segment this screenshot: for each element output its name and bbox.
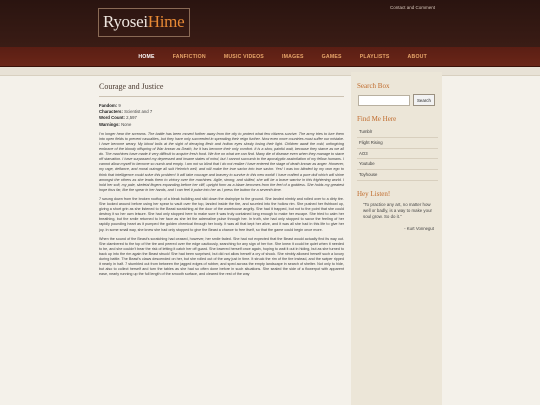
meta-warnings — [99, 122, 344, 128]
main-content — [99, 82, 344, 281]
nav-items — [129, 47, 436, 66]
site-logo[interactable] — [98, 8, 190, 37]
story-paragraph: I’m longer hear the screams. The battle has been moved further away from the city to protect what few citizens survive. The army tries to lure them into open fields to prevent casualties, but they have only succeeded in spreading their reign further. Now even more countries must suffer our mistake. I have become weary. My blood boils at the sight of decaying flesh and hollow eyes slowly losing their light. Children await the cold, unforgiving embrace of the bloody offspring of War known as Death, for it has become their only comfort. It is a slow, painful wait, because they starve as we all do. The machines have made it very difficult to acquire fresh food. We live on what we can find. Many die of disease even when they manage to stave off starvation. I have surpassed my depressed and insane states of mind, but I cannot succumb to the apocalyptic assimilation of my fellow humans. I cannot allow myself to become so numb and empty. I am not so blind that I do not realize I have entered the stage of death known as anger. However, my rage, defiance, and moral outrage all suit Heinrich well, and will make the true savior into true savior. Yes! I was too blinded by my own ego to think that intelligence could solve this problem! It will take courage and bravery to survive in this new world! I have crafted a pure doll which will shine amongst the others as she leads them to victory over the machines. Agile, strong, and skilled, she will be a brave warrior in this frightening world. I hold her soft, my pale, skeletal fingers expanding before her cliff, upright form as a blaze becomes from the feel of a goddess. She holds my greatest hope thus far, like the spear in her hands, and I can feel it pulse into her as I press the button for a seventh time. — [99, 131, 344, 192]
search-input[interactable] — [358, 95, 410, 106]
quote-author: - Kurt Vonnegut — [404, 225, 434, 231]
logo-text-hime: Hime — [147, 12, 185, 31]
nav-playlists[interactable]: PLAYLISTS — [359, 53, 390, 60]
nav-home[interactable]: HOME — [138, 53, 155, 60]
quote-text: “To practice any art, no matter how well or badly, is a way to make your soul grow. So do it.” — [363, 201, 432, 219]
nav-about[interactable]: ABOUT — [407, 53, 427, 60]
nav-images[interactable]: IMAGES — [281, 53, 304, 60]
meta-label: Warnings: — [99, 121, 120, 127]
meta-value: None — [121, 121, 132, 127]
story-paragraph: 7 swung down from the broken rooftop of a bleak building and slid down the drainpipe to the ground. She landed nimbly and rolled over to a dirty tire. She looked around before using her spear to vault over the top, landed inside the tire, and scurried into the hollow rim. She pushed her fishbowl up, giving a short grin as she listened to the Beast scratching at the door of the warehouse angrily. She had it trapped, but not to the point that she could destroy it so her own leisure. She had only stopped here to make sure it was truly contained long enough to make her escape. She tried to calm her breathing, but the smile returned to her face as she let the adrenaline pulse through her. In truth, she had only stopped to savor the feeling of her rapidly pounding heart as it pumped the golden chemical through her body. It was all that kept her alive, and it was all she had in this life to give her joy. In some small way, she knew she had only stopped to give the Beast a chance to free itself, so that the game could begin once more. — [99, 196, 344, 232]
nav-fanfiction[interactable]: FANFICTION — [172, 53, 206, 60]
link-youtube[interactable]: Youtube — [357, 159, 438, 170]
header-band — [0, 67, 540, 76]
link-tumblr[interactable]: Tumblr — [357, 127, 438, 138]
search-heading: Search Box — [357, 82, 390, 90]
post-meta — [99, 103, 344, 128]
quote-heading: Hey Listen! — [357, 189, 391, 198]
link-toyhouse[interactable]: Toyhouse — [357, 170, 438, 181]
meta-value: 9 — [118, 103, 121, 108]
contact-link[interactable]: Contact and Comment — [389, 5, 435, 10]
post-title[interactable]: Courage and Justice — [99, 82, 164, 91]
nav-games[interactable]: GAMES — [321, 53, 342, 60]
search-button[interactable]: Search — [413, 94, 435, 106]
meta-label: Word Count: — [99, 115, 125, 121]
link-flight-rising[interactable]: Flight Rising — [357, 138, 438, 149]
logo-text-ryosei: Ryosei — [103, 12, 148, 31]
title-divider — [99, 96, 344, 97]
meta-value: Scientist and 7 — [124, 109, 153, 115]
meta-label: Characters: — [99, 109, 123, 115]
meta-label: Fandom: — [99, 103, 118, 108]
story-paragraph: When the sound of the Beast’s scratching had ceased, however, her smile faded. She had not expected that the Beast would actually find its way out. She clambered to the top of the tire and peered over the edge cautiously, searching for any sign of her foe. She knew it could be quiet when it needed to be, and she couldn’t bear the risk of letting it catch her off guard. She lowered herself once again, hoping to wait it out in hiding, but as she turned to back up into the rim again the Beast struck! She had been surprised, but did not allow herself a cry of shock. She nimbly allowed herself such a luxury during battle. The Beast’s claws descended on her, but she rolled out of the way just in time. It struck the rim of the tire instead, and the swiper ripped it nearly in half. 7 stumbled out from between the jagged edges of rubber, and sped across the empty landscape in search of shelter. Not only to hide, but also to collect herself and turn the tables as she had so often done before in such situations. She sealed the side of a flowerpot with apparent ease, nearly running up the full length of the smooth surface, and cleared the rest of the way — [99, 236, 344, 277]
search-form — [358, 94, 442, 106]
meta-value: 2,597 — [126, 115, 137, 121]
sidebar — [351, 72, 442, 405]
site-header — [0, 0, 540, 47]
nav-music-videos[interactable]: MUSIC VIDEOS — [223, 53, 264, 60]
link-ao3[interactable]: AO3 — [357, 149, 438, 160]
main-nav — [0, 47, 540, 67]
social-links — [357, 127, 438, 181]
links-heading: Find Me Here — [357, 115, 397, 123]
